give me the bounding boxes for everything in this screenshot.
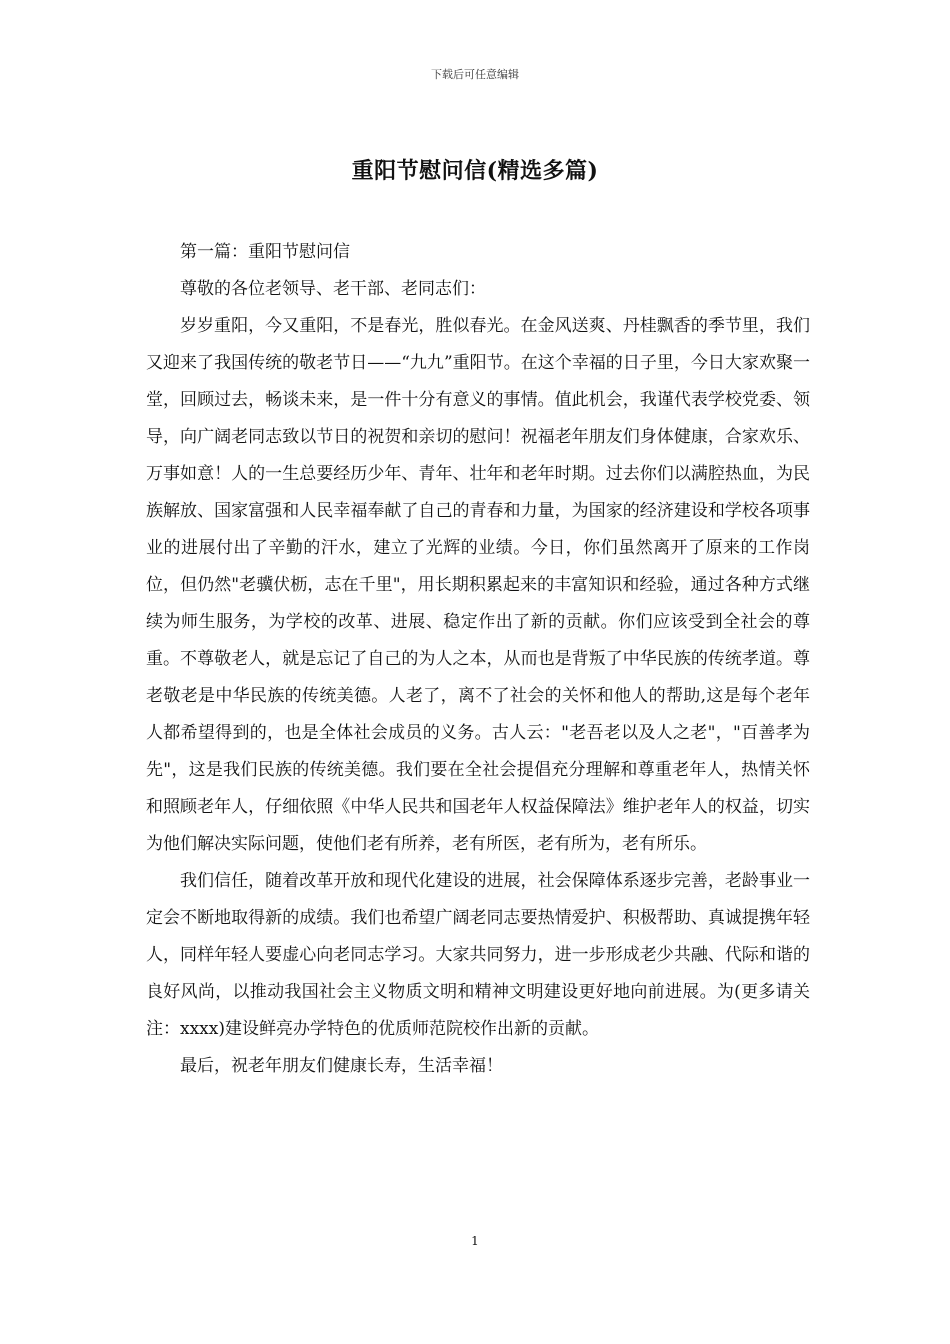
document-body	[146, 234, 810, 1085]
section-heading: 第一篇：重阳节慰问信	[180, 242, 350, 262]
paragraph: 我们信任，随着改革开放和现代化建设的进展，社会保障体系逐步完善，老龄事业一定会不断地取得新的成绩。我们也希望广阔老同志要热情爱护、积极帮助、真诚提携年轻人，同样年轻人要虚心向老同志学习。大家共同努力，进一步形成老少共融、代际和谐的良好风尚，以推动我国社会主义物质文明和精神文明建设更好地向前进展。为(更多请关注：xxxx)建设鲜亮办学特色的优质师范院校作出新的贡献。	[146, 871, 810, 1039]
closing-paragraph: 最后，祝老年朋友们健康长寿，生活幸福！	[180, 1056, 503, 1076]
paragraph: 岁岁重阳，今又重阳，不是春光，胜似春光。在金风送爽、丹桂飘香的季节里，我们又迎来了我国传统的敬老节日——“九九”重阳节。在这个幸福的日子里，今日大家欢聚一堂，回顾过去，畅谈未来，是一件十分有意义的事情。值此机会，我谨代表学校党委、领导，向广阔老同志致以节日的祝贺和亲切的慰问！祝福老年朋友们身体健康，合家欢乐、万事如意！人的一生总要经历少年、青年、壮年和老年时期。过去你们以满腔热血，为民族解放、国家富强和人民幸福奉献了自己的青春和力量，为国家的经济建设和学校各项事业的进展付出了辛勤的汗水，建立了光辉的业绩。今日，你们虽然离开了原来的工作岗位，但仍然"老骥伏枥，志在千里"，用长期积累起来的丰富知识和经验，通过各种方式继续为师生服务，为学校的改革、进展、稳定作出了新的贡献。你们应该受到全社会的尊重。不尊敬老人，就是忘记了自己的为人之本，从而也是背叛了中华民族的传统孝道。尊老敬老是中华民族的传统美德。人老了，离不了社会的关怀和他人的帮助,这是每个老年人都希望得到的，也是全体社会成员的义务。古人云："老吾老以及人之老"，"百善孝为先"，这是我们民族的传统美德。我们要在全社会提倡充分理解和尊重老年人，热情关怀和照顾老年人，仔细依照《中华人民共和国老年人权益保障法》维护老年人的权益，切实为他们解决实际问题，使他们老有所养，老有所医，老有所为，老有所乐。	[146, 316, 810, 854]
page-header-note: 下载后可任意编辑	[431, 68, 519, 81]
salutation: 尊敬的各位老领导、老干部、老同志们：	[180, 279, 486, 299]
document-title: 重阳节慰问信(精选多篇)	[351, 158, 599, 184]
page-number: 1	[471, 1234, 479, 1248]
